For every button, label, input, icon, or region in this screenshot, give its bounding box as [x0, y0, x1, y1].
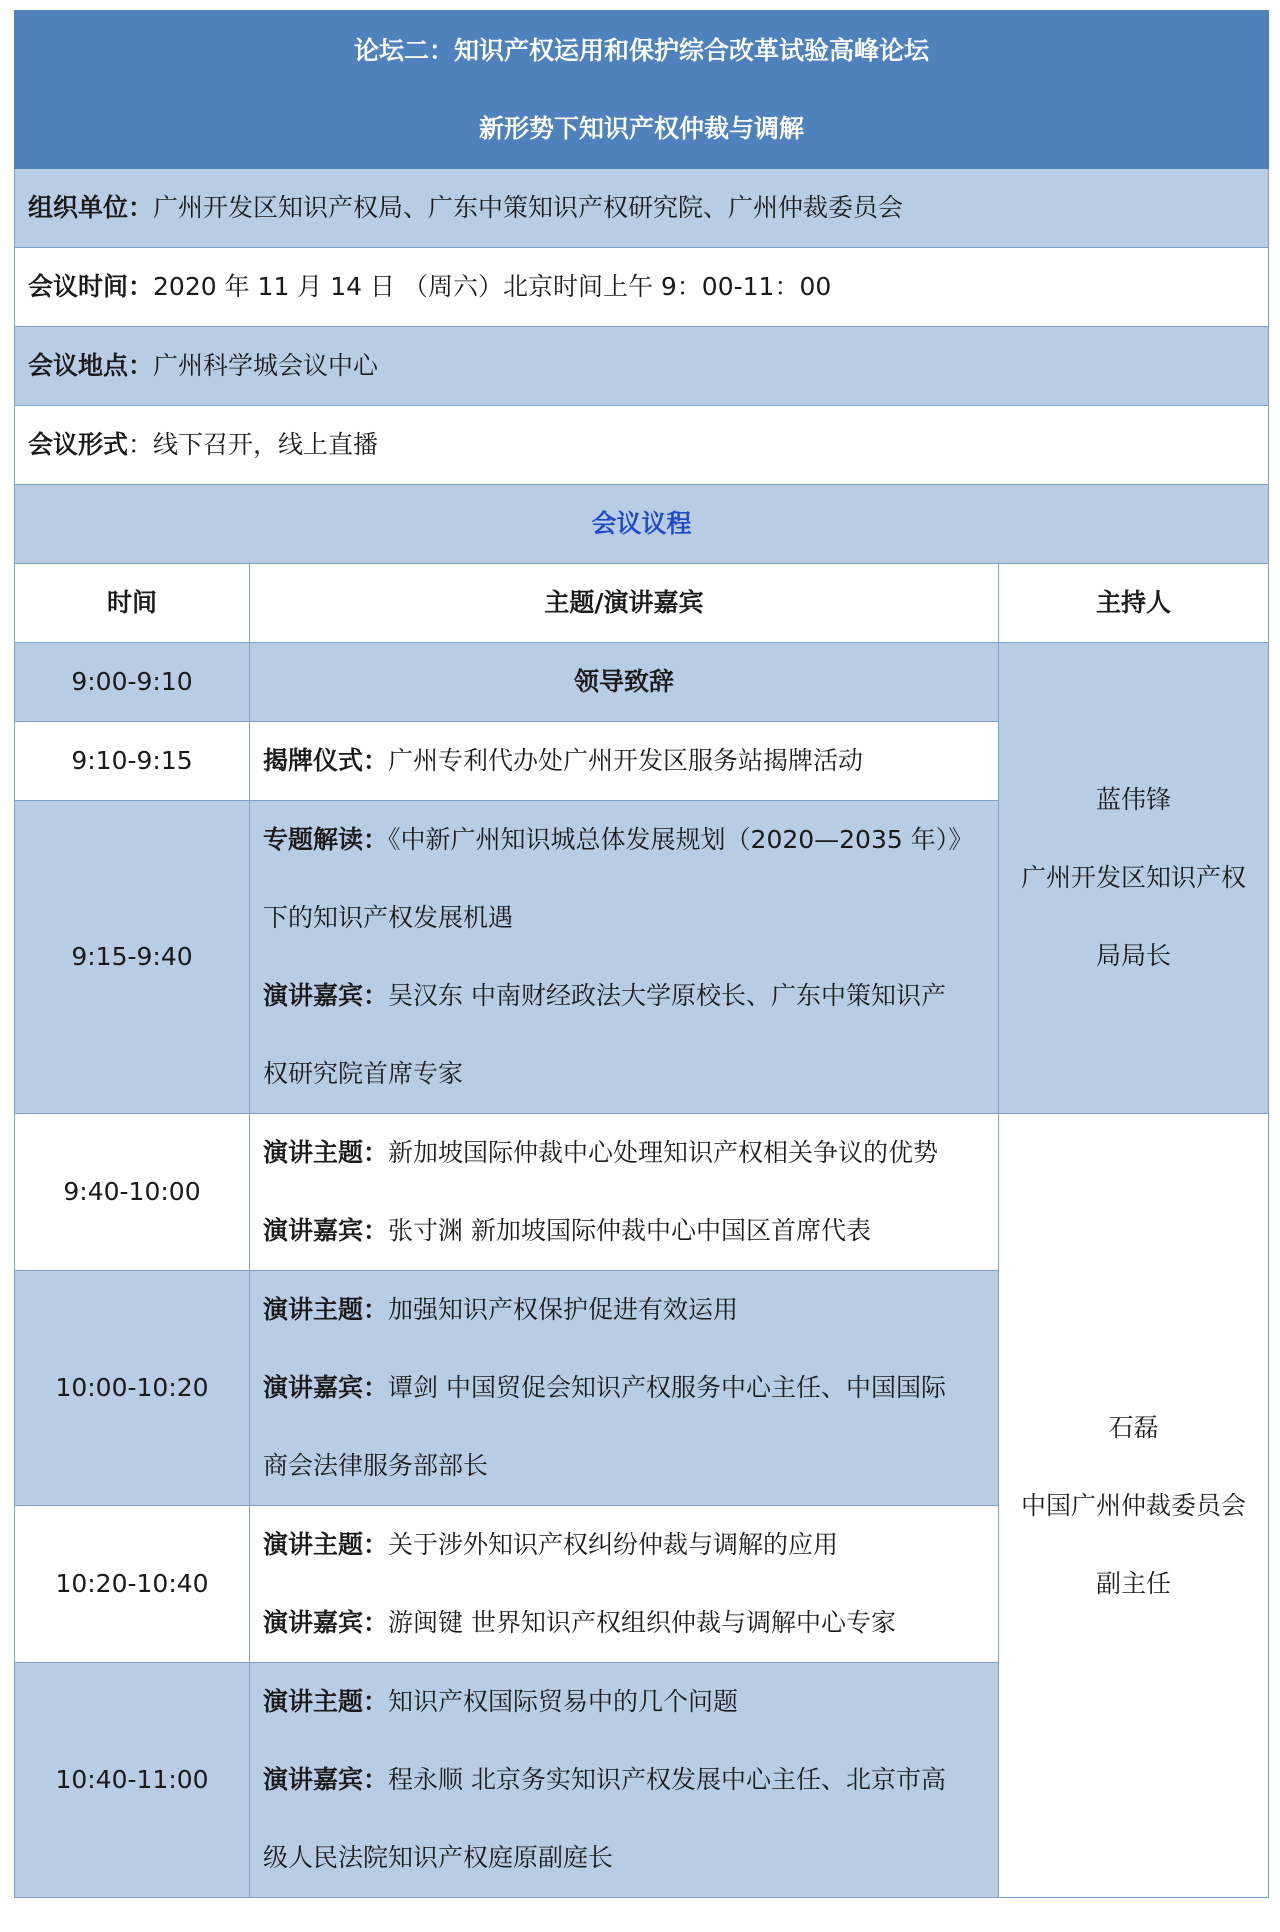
- forum-header: [15, 11, 1269, 169]
- info-time: 会议时间：2020 年 11 月 14 日 （周六）北京时间上午 9：00-11：00: [15, 248, 1269, 327]
- col-header-topic: 主题/演讲嘉宾: [250, 564, 999, 643]
- row-time: 9:10-9:15: [15, 722, 250, 801]
- forum-title: 论坛二：知识产权运用和保护综合改革试验高峰论坛: [354, 35, 930, 65]
- row-time: 9:00-9:10: [15, 643, 250, 722]
- row-time: 10:00-10:20: [15, 1271, 250, 1506]
- info-venue: 会议地点：广州科学城会议中心: [15, 327, 1269, 406]
- row-time: 10:20-10:40: [15, 1506, 250, 1663]
- row-topic: 专题解读：《中新广州知识城总体发展规划（2020—2035 年）》 下的知识产权发展机遇 演讲嘉宾：吴汉东 中南财经政法大学原校长、广东中策知识产 权研究院首席专家: [250, 801, 999, 1114]
- col-header-host: 主持人: [999, 564, 1269, 643]
- agenda-title: 会议议程: [15, 485, 1269, 564]
- info-organizer: 组织单位：广州开发区知识产权局、广东中策知识产权研究院、广州仲裁委员会: [15, 169, 1269, 248]
- row-topic: 领导致辞: [250, 643, 999, 722]
- host-org: 广州开发区知识产权: [1021, 863, 1247, 892]
- host-title: 局局长: [1096, 941, 1172, 970]
- col-header-time: 时间: [15, 564, 250, 643]
- row-time: 9:15-9:40: [15, 801, 250, 1114]
- host-name: 蓝伟锋: [1096, 785, 1172, 814]
- forum-agenda: [14, 10, 1268, 1898]
- agenda-table: [14, 10, 1269, 1898]
- info-format: 会议形式：线下召开，线上直播: [15, 406, 1269, 485]
- host-title: 副主任: [1096, 1568, 1172, 1598]
- host-cell: [999, 643, 1269, 1114]
- host-cell: [999, 1114, 1269, 1898]
- forum-subtitle: 新形势下知识产权仲裁与调解: [479, 113, 805, 143]
- table-row: [15, 1114, 1269, 1271]
- row-topic: 揭牌仪式：广州专利代办处广州开发区服务站揭牌活动: [250, 722, 999, 801]
- table-row: [15, 643, 1269, 722]
- row-topic: 演讲主题：加强知识产权保护促进有效运用 演讲嘉宾：谭剑 中国贸促会知识产权服务中心主任、中国国际 商会法律服务部部长: [250, 1271, 999, 1506]
- row-topic: 演讲主题：知识产权国际贸易中的几个问题 演讲嘉宾：程永顺 北京务实知识产权发展中心主任、北京市高 级人民法院知识产权庭原副庭长: [250, 1663, 999, 1898]
- row-topic: 演讲主题：新加坡国际仲裁中心处理知识产权相关争议的优势 演讲嘉宾：张寸渊 新加坡国际仲裁中心中国区首席代表: [250, 1114, 999, 1271]
- host-org: 中国广州仲裁委员会: [1021, 1490, 1247, 1520]
- row-time: 9:40-10:00: [15, 1114, 250, 1271]
- row-topic: 演讲主题：关于涉外知识产权纠纷仲裁与调解的应用 演讲嘉宾：游闽键 世界知识产权组织仲裁与调解中心专家: [250, 1506, 999, 1663]
- host-name: 石磊: [1108, 1412, 1159, 1442]
- row-time: 10:40-11:00: [15, 1663, 250, 1898]
